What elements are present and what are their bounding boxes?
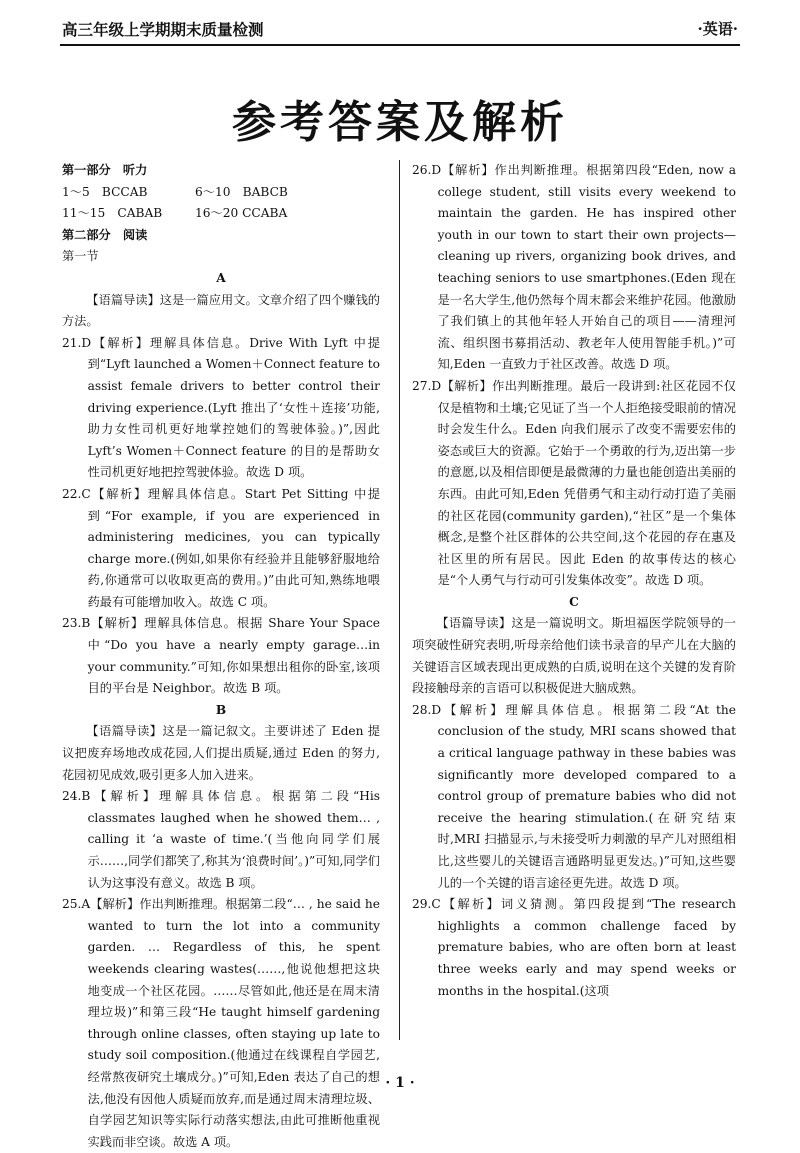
page-title: 参考答案及解析 [232, 97, 568, 148]
passage-c-letter: C [569, 594, 579, 609]
section-label: 第一节 [62, 249, 99, 264]
answer-range: 16～20 CCABA [195, 206, 288, 221]
answer-27: 27.D【解析】作出判断推理。最后一段讲到:社区花园不仅仅是植物和土壤;它见证了当一个人拒绝接受眼前的情况时会发生什么。Eden 向我们展示了改变不需要宏伟的姿态或巨大的资源。它始于一个勇敢的行为,迈出第一步的意愿,以及相信即便是最微薄的力量也能创造出美丽的东西。由此可知,Eden 凭借勇气和主动行动打造了美丽的社区花园(community garden),“社区”是一个集体概念,是整个社区群体的公共空间,这个花园的存在惠及社区里的所有居民。因此 Eden 的故事传达的核心是“个人勇气与行动可引发集体改变”。故选 D 项。 [412, 378, 736, 588]
page-number: · 1 · [385, 1075, 415, 1091]
answer-26: 26.D【解析】作出判断推理。根据第四段“Eden, now a college student, still visits every weekend to maintain the garden. He has inspired other youth in our town to start their own projects—cleaning up rivers, organizing book drives, and teaching seniors to use smartphones.(Eden 现在是一名大学生,他仍然每个周末都会来维护花园。他激励了我们镇上的其他年轻人开始自己的项目——清理河流、组织图书募捐活动、教老年人使用智能手机。)”可知,Eden 一直致力于社区改善。故选 D 项。 [412, 163, 736, 372]
part1-heading: 第一部分 听力 [62, 163, 148, 177]
answer-row [62, 182, 380, 204]
answer-range: 11～15 CABAB [62, 206, 163, 221]
passage-a-letter: A [216, 270, 226, 285]
answer-24: 24.B【解析】理解具体信息。根据第二段“His classmates laughed when he showed them… , calling it ‘a waste of time.’(当他向同学们展示……,同学们都笑了,称其为‘浪费时间’。)”可知,同学们认为这事没有意义。故选 B 项。 [62, 789, 380, 890]
answer-21: 21.D【解析】理解具体信息。Drive With Lyft 中提到“Lyft launched a Women＋Connect feature to assist female drivers to better control their driving experience.(Lyft 推出了‘女性＋连接’功能,助力女性司机更好地掌控她们的驾驶体验。)”,因此 Lyft’s Women＋Connect feature 的目的是帮助女性司机更好地把控驾驶体验。故选 D 项。 [62, 335, 380, 480]
part2-heading: 第二部分 阅读 [62, 227, 148, 242]
answer-row [62, 203, 380, 225]
answer-23: 23.B【解析】理解具体信息。根据 Share Your Space 中“Do you have a nearly empty garage…in your community.”可知,你如果想出租你的卧室,该项目的平台是 Neighbor。故选 B 项。 [62, 616, 380, 696]
answer-25: 25.A【解析】作出判断推理。根据第二段“… , he said he wanted to turn the lot into a community garden. … Regardless of this, he spent weekends clearing wastes(……,他说他想把这块地变成一个社区花园。……尽管如此,他还是在周末清理垃圾)”和第三段“He taught himself gardening through online classes, often staying up late to study soil composition.(他通过在线课程自学园艺,经常熬夜研究土壤成分。)”可知,Eden 表达了自己的想法,他没有因他人质疑而放弃,而是通过周末清理垃圾、自学园艺知识等实际行动落实想法,由此可推断他重视实践而非空谈。故选 A 项。 [62, 897, 380, 1149]
passage-a-guide: 【语篇导读】这是一篇应用文。文章介绍了四个赚钱的方法。 [62, 292, 380, 329]
header-exam-title: 高三年级上学期期末质量检测 [62, 20, 264, 39]
header-subject: ·英语· [697, 20, 738, 38]
passage-b-guide: 【语篇导读】这是一篇记叙文。主要讲述了 Eden 提议把废弃场地改成花园,人们提出质疑,通过 Eden 的努力,花园初见成效,吸引更多人加入进来。 [62, 724, 380, 782]
answer-range: 6～10 BABCB [195, 184, 288, 199]
column-divider [399, 160, 400, 1040]
answer-29: 29.C【解析】词义猜测。第四段提到“The research highlights a common challenge faced by premature babies, who are often born at least three weeks early and may spend weeks or months in the hospital.(这项 [412, 897, 736, 998]
right-column [412, 160, 736, 1002]
answer-range: 1～5 BCCAB [62, 184, 148, 199]
left-column [62, 160, 380, 1153]
answer-22: 22.C【解析】理解具体信息。Start Pet Sitting 中提到“For example, if you are experienced in administering medicines, you can typically charge more.(例如,如果你有经验并且能够舒服地给药,你通常可以收取更高的费用。)”由此可知,熟练地喂药最有可能增加收入。故选 C 项。 [62, 486, 380, 609]
header-divider [60, 44, 740, 46]
answer-28: 28.D【解析】理解具体信息。根据第二段“At the conclusion of the study, MRI scans showed that a critical language pathway in these babies was significantly more developed compared to a control group of premature babies who did not receive the hearing stimulation.(在研究结束时,MRI 扫描显示,与未接受听力刺激的早产儿对照组相比,这些婴儿的关键语言通路明显更发达。)”可知,这些婴儿的一个关键的语言途径更先进。故选 D 项。 [412, 702, 736, 890]
passage-c-guide: 【语篇导读】这是一篇说明文。斯坦福医学院领导的一项突破性研究表明,听母亲给他们读书录音的早产儿在大脑的关键语言区域表现出更成熟的白质,说明在这个关键的发育阶段接触母亲的言语可以积极促进大脑成熟。 [412, 616, 736, 696]
passage-b-letter: B [215, 702, 227, 717]
